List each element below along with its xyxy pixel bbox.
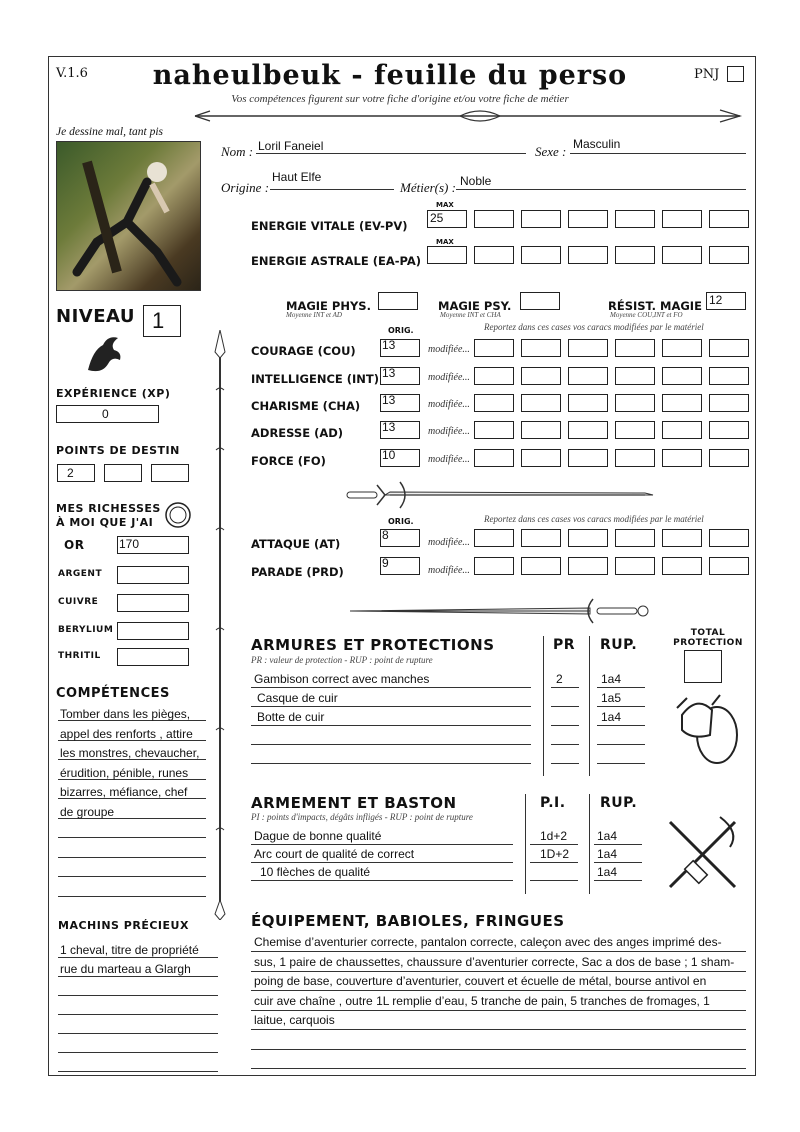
arme-line <box>251 880 513 881</box>
arme-pi-line <box>530 844 578 845</box>
total-protection-box[interactable] <box>684 650 722 683</box>
magie-phys-box[interactable] <box>378 292 418 310</box>
equipement-title: ÉQUIPEMENT, BABIOLES, FRINGUES <box>251 912 565 930</box>
combat-modif-label: modifiée... <box>428 537 470 548</box>
armures-rup-header: RUP. <box>600 637 638 653</box>
money-box[interactable] <box>117 566 189 584</box>
money-label: CUIVRE <box>58 597 99 607</box>
competence-text[interactable]: bizarres, méfiance, chef <box>60 785 188 799</box>
money-label: OR <box>64 538 85 552</box>
combat-modif-box[interactable] <box>709 529 749 547</box>
combat-orig-value: 8 <box>382 528 389 542</box>
equipement-text[interactable]: sus, 1 paire de chaussettes, chaussure d’aventurier correcte, Sac a dos de base ; 1 sham- <box>254 954 735 969</box>
arme-name[interactable]: 10 flèches de qualité <box>260 865 371 879</box>
ev-slot-box[interactable] <box>568 210 608 228</box>
richesses-label-line2: À MOI QUE J'AI <box>56 516 154 529</box>
stat-modif-box[interactable] <box>474 339 514 357</box>
version-label: V.1.6 <box>56 66 88 81</box>
stats-report-note: Reportez dans ces cases vos caracs modifiées par le matériel <box>484 322 704 332</box>
ea-slot-box[interactable] <box>662 246 702 264</box>
ea-max-label: MAX <box>436 238 454 246</box>
ea-slot-box[interactable] <box>568 246 608 264</box>
stat-modif-box[interactable] <box>474 421 514 439</box>
money-box[interactable] <box>117 594 189 612</box>
magie-psy-sub: Moyenne INT et CHA <box>440 311 501 319</box>
competences-line <box>58 896 206 897</box>
spear-divider-icon <box>205 330 235 920</box>
armure-rup-line <box>597 725 645 726</box>
competence-text[interactable]: Tomber dans les pièges, <box>60 707 191 721</box>
combat-report-note: Reportez dans ces cases vos caracs modifiées par le matériel <box>484 514 704 524</box>
sexe-field[interactable]: Masculin <box>573 137 621 151</box>
arme-pi[interactable]: 1d+2 <box>540 829 568 843</box>
combat-label: PARADE (PRD) <box>251 565 344 579</box>
competences-line <box>58 857 206 858</box>
sheet-title: naheulbeuk - feuille du perso <box>152 60 628 91</box>
armement-title: ARMEMENT ET BASTON <box>251 794 457 812</box>
money-value: 170 <box>119 537 140 551</box>
helmet-shield-icon <box>672 690 742 770</box>
ea-slot-box[interactable] <box>474 246 514 264</box>
ev-slot-box[interactable] <box>615 210 655 228</box>
machins-line <box>58 1014 218 1015</box>
stat-modif-box[interactable] <box>521 449 561 467</box>
stat-modif-box[interactable] <box>615 449 655 467</box>
armure-pr-line <box>551 744 579 745</box>
dragon-icon <box>78 330 128 380</box>
magie-phys-sub: Moyenne INT et AD <box>286 311 342 319</box>
arme-rup-line <box>594 844 642 845</box>
stat-modif-box[interactable] <box>662 394 702 412</box>
combat-modif-box[interactable] <box>474 529 514 547</box>
nom-label: Nom : <box>221 144 254 159</box>
armure-pr-line <box>551 687 579 688</box>
money-box[interactable] <box>117 622 189 640</box>
character-portrait <box>56 141 201 291</box>
competence-text[interactable]: de groupe <box>60 804 115 819</box>
machins-line <box>58 1071 218 1072</box>
armure-pr-line <box>551 725 579 726</box>
competences-line <box>58 876 206 877</box>
combat-modif-box[interactable] <box>662 557 702 575</box>
equipement-line <box>251 951 746 952</box>
arme-name[interactable]: Arc court de qualité de correct <box>254 847 415 861</box>
stat-modif-box[interactable] <box>709 449 749 467</box>
armure-name[interactable]: Casque de cuir <box>257 691 338 705</box>
portrait-caption: Je dessine mal, tant pis <box>56 126 163 138</box>
armement-sub: PI : points d'impacts, dégâts infligés - RUP : point de rupture <box>251 812 473 822</box>
metier-label: Métier(s) : <box>400 180 456 195</box>
combat-orig-label: ORIG. <box>388 517 414 526</box>
armure-pr[interactable]: 2 <box>556 672 563 686</box>
armures-pr-header: PR <box>553 637 576 653</box>
armures-sub: PR : valeur de protection - RUP : point de rupture <box>251 655 433 665</box>
machins-line <box>58 1052 218 1053</box>
magie-psy-box[interactable] <box>520 292 560 310</box>
sword-divider-icon <box>345 596 655 626</box>
money-label: ARGENT <box>58 569 103 579</box>
competence-text[interactable]: appel des renforts , attire <box>60 726 193 741</box>
magie-psy-label: MAGIE PSY. <box>438 299 512 313</box>
armure-line <box>251 744 531 745</box>
equipement-text[interactable]: cuir ave chaîne , outre 1L remplie d’eau, 5 tranche de pain, 5 tranches de fromages, 1 <box>254 993 710 1008</box>
destin-box[interactable] <box>57 464 95 482</box>
arme-pi-line <box>530 862 578 863</box>
xp-label: EXPÉRIENCE (XP) <box>56 387 171 400</box>
origine-underline <box>270 189 394 190</box>
stat-modif-box[interactable] <box>521 394 561 412</box>
stat-modif-box[interactable] <box>662 339 702 357</box>
armure-rup-line <box>597 744 645 745</box>
equipement-text[interactable]: poing de base, couverture d’aventurier, couvert et écuelle de métal, bourse antivol en <box>254 974 707 988</box>
armure-line <box>251 725 531 726</box>
character-figure-icon <box>57 142 200 290</box>
ea-slot-box[interactable] <box>615 246 655 264</box>
machins-line <box>58 1033 218 1034</box>
origine-label: Origine : <box>221 180 270 195</box>
combat-modif-box[interactable] <box>662 529 702 547</box>
stat-orig-value: 13 <box>382 366 396 380</box>
money-box[interactable] <box>117 648 189 666</box>
equipement-text[interactable]: laitue, carquois <box>254 1013 335 1027</box>
stat-modif-box[interactable] <box>662 421 702 439</box>
arme-line <box>251 862 513 863</box>
competences-line <box>58 837 206 838</box>
metier-field[interactable]: Noble <box>460 174 492 188</box>
niveau-label: NIVEAU <box>56 306 135 327</box>
stat-modif-box[interactable] <box>568 367 608 385</box>
ev-max-label: MAX <box>436 201 454 209</box>
ev-slot-box[interactable] <box>521 210 561 228</box>
armures-title: ARMURES ET PROTECTIONS <box>251 636 495 654</box>
origine-field[interactable]: Haut Elfe <box>272 170 322 184</box>
armure-line <box>251 687 531 688</box>
stat-orig-value: 13 <box>382 420 396 434</box>
machins-line <box>58 976 218 977</box>
stat-modif-box[interactable] <box>568 339 608 357</box>
ev-slot-box[interactable] <box>474 210 514 228</box>
armure-rup[interactable]: 1a4 <box>601 672 622 686</box>
stat-label: INTELLIGENCE (INT) <box>251 372 380 386</box>
equipement-text[interactable]: Chemise d’aventurier correcte, pantalon correcte, caleçon avec des anges imprimé des- <box>254 935 722 949</box>
equipement-line <box>251 1029 746 1030</box>
nom-field[interactable]: Loril Faneiel <box>258 139 324 153</box>
stat-modif-box[interactable] <box>662 449 702 467</box>
destin-box[interactable] <box>104 464 142 482</box>
armement-rup-header: RUP. <box>600 795 638 811</box>
stat-modif-box[interactable] <box>709 367 749 385</box>
stat-modif-box[interactable] <box>474 449 514 467</box>
combat-modif-box[interactable] <box>521 529 561 547</box>
richesses-label-line1: MES RICHESSES <box>56 502 161 515</box>
armure-name[interactable]: Gambison correct avec manches <box>254 672 430 686</box>
armure-rup-line <box>597 763 645 764</box>
stats-orig-label: ORIG. <box>388 326 414 335</box>
arme-pi[interactable]: 1D+2 <box>540 847 570 861</box>
total-protection-label: TOTAL PROTECTION <box>673 628 743 648</box>
stat-orig-value: 10 <box>382 448 396 462</box>
resist-magie-label: RÉSIST. MAGIE <box>608 299 702 313</box>
stat-modif-label: modifiée... <box>428 426 470 437</box>
metier-underline <box>456 189 746 190</box>
stat-label: COURAGE (COU) <box>251 344 356 358</box>
ev-label: ENERGIE VITALE (EV-PV) <box>251 219 408 233</box>
combat-modif-box[interactable] <box>521 557 561 575</box>
stat-modif-box[interactable] <box>709 394 749 412</box>
magie-phys-label: MAGIE PHYS. <box>286 299 371 313</box>
stat-modif-box[interactable] <box>521 421 561 439</box>
stat-modif-box[interactable] <box>568 449 608 467</box>
stat-orig-value: 13 <box>382 338 396 352</box>
arme-rup[interactable]: 1a4 <box>597 847 618 861</box>
header-ornament-icon <box>190 106 750 126</box>
stat-modif-box[interactable] <box>662 367 702 385</box>
armure-rup[interactable]: 1a4 <box>601 710 622 724</box>
pnj-label: PNJ <box>694 67 720 82</box>
armure-pr-line <box>551 706 579 707</box>
arme-rup-line <box>594 880 642 881</box>
arme-rup[interactable]: 1a4 <box>597 865 618 879</box>
arme-line <box>251 844 513 845</box>
pnj-checkbox[interactable] <box>727 66 744 82</box>
stat-modif-box[interactable] <box>521 367 561 385</box>
equipement-line <box>251 1010 746 1011</box>
richesses-label <box>56 502 161 530</box>
stat-modif-label: modifiée... <box>428 372 470 383</box>
resist-magie-value: 12 <box>709 293 723 307</box>
combat-modif-box[interactable] <box>709 557 749 575</box>
stat-modif-box[interactable] <box>568 394 608 412</box>
armures-col-divider <box>589 636 590 776</box>
stat-orig-value: 13 <box>382 393 396 407</box>
machin-text[interactable]: 1 cheval, titre de propriété <box>60 943 199 957</box>
money-label: BERYLIUM <box>58 625 114 635</box>
competence-text[interactable]: les monstres, chevaucher, <box>60 746 200 760</box>
stat-modif-box[interactable] <box>709 339 749 357</box>
resist-magie-sub: Moyenne COU,INT et FO <box>610 311 683 319</box>
armement-col-divider <box>589 794 590 894</box>
ea-max-box[interactable] <box>427 246 467 264</box>
armement-col-divider <box>525 794 526 894</box>
sword-divider-icon <box>345 480 655 510</box>
armure-rup[interactable]: 1a5 <box>601 691 622 705</box>
ea-slot-box[interactable] <box>709 246 749 264</box>
competence-text[interactable]: érudition, pénible, runes <box>60 765 189 780</box>
weapons-icon <box>660 812 745 897</box>
competences-label: COMPÉTENCES <box>56 686 170 701</box>
ev-max-value: 25 <box>430 211 444 225</box>
combat-modif-box[interactable] <box>474 557 514 575</box>
armure-pr-line <box>551 763 579 764</box>
combat-modif-label: modifiée... <box>428 565 470 576</box>
coin-icon <box>163 500 193 530</box>
equipement-line <box>251 1049 746 1050</box>
machins-line <box>58 957 218 958</box>
arme-name[interactable]: Dague de bonne qualité <box>254 829 382 843</box>
ev-slot-box[interactable] <box>662 210 702 228</box>
stat-modif-box[interactable] <box>521 339 561 357</box>
combat-modif-box[interactable] <box>568 529 608 547</box>
stat-modif-box[interactable] <box>615 394 655 412</box>
niveau-value: 1 <box>152 308 165 333</box>
combat-modif-box[interactable] <box>615 557 655 575</box>
armure-rup-line <box>597 706 645 707</box>
arme-rup-line <box>594 862 642 863</box>
stat-modif-box[interactable] <box>474 394 514 412</box>
machins-label: MACHINS PRÉCIEUX <box>58 919 189 932</box>
stat-label: CHARISME (CHA) <box>251 399 361 413</box>
ev-slot-box[interactable] <box>709 210 749 228</box>
stat-modif-box[interactable] <box>568 421 608 439</box>
stat-modif-box[interactable] <box>615 421 655 439</box>
armement-pi-header: P.I. <box>540 795 566 811</box>
combat-modif-box[interactable] <box>568 557 608 575</box>
ea-slot-box[interactable] <box>521 246 561 264</box>
stat-modif-box[interactable] <box>615 367 655 385</box>
stat-modif-label: modifiée... <box>428 344 470 355</box>
machins-line <box>58 995 218 996</box>
armure-rup-line <box>597 687 645 688</box>
stat-modif-label: modifiée... <box>428 399 470 410</box>
arme-rup[interactable]: 1a4 <box>597 829 618 843</box>
ea-label: ENERGIE ASTRALE (EA-PA) <box>251 254 422 268</box>
nom-underline <box>256 153 526 154</box>
stat-modif-box[interactable] <box>474 367 514 385</box>
sexe-underline <box>570 153 746 154</box>
equipement-line <box>251 1068 746 1069</box>
stat-label: FORCE (FO) <box>251 454 326 468</box>
armure-line <box>251 706 531 707</box>
arme-pi-line <box>530 880 578 881</box>
machin-text[interactable]: rue du marteau a Glargh <box>60 962 191 976</box>
equipement-line <box>251 990 746 991</box>
stat-modif-box[interactable] <box>615 339 655 357</box>
combat-modif-box[interactable] <box>615 529 655 547</box>
armure-line <box>251 763 531 764</box>
xp-value: 0 <box>102 407 109 421</box>
stat-label: ADRESSE (AD) <box>251 426 344 440</box>
stat-modif-label: modifiée... <box>428 454 470 465</box>
armures-col-divider <box>543 636 544 776</box>
stat-modif-box[interactable] <box>709 421 749 439</box>
destin-value: 2 <box>67 466 74 480</box>
equipement-line <box>251 971 746 972</box>
combat-label: ATTAQUE (AT) <box>251 537 341 551</box>
destin-label: POINTS DE DESTIN <box>56 444 180 457</box>
combat-orig-value: 9 <box>382 556 389 570</box>
destin-box[interactable] <box>151 464 189 482</box>
sheet-subtitle: Vos compétences figurent sur votre fiche d'origine et/ou votre fiche de métier <box>231 93 569 105</box>
armure-name[interactable]: Botte de cuir <box>257 710 325 724</box>
money-label: THRITIL <box>58 651 101 661</box>
sexe-label: Sexe : <box>535 144 567 159</box>
